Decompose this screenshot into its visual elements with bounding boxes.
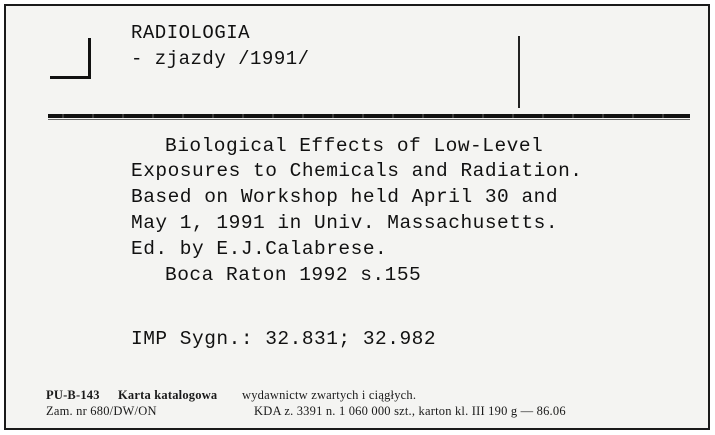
subject-heading: RADIOLOGIA	[131, 22, 251, 44]
horizontal-rule	[48, 114, 690, 118]
catalog-card	[4, 4, 710, 430]
form-title	[118, 388, 217, 403]
entry-line-2: Exposures to Chemicals and Radiation.	[131, 160, 583, 182]
entry-line-4: May 1, 1991 in Univ. Massachusetts.	[131, 212, 559, 234]
print-info: KDA z. 3391 n. 1 060 000 szt., karton kl. III 190 g — 86.06	[254, 404, 566, 418]
entry-line-5: Ed. by E.J.Calabrese.	[131, 238, 388, 260]
form-description: wydawnictw zwartych i ciągłych.	[242, 388, 417, 402]
order-number: Zam. nr 680/DW/ON	[46, 404, 157, 418]
call-number: IMP Sygn.: 32.831; 32.982	[131, 328, 437, 350]
entry-line-3: Based on Workshop held April 30 and	[131, 186, 559, 208]
entry-line-6: Boca Raton 1992 s.155	[165, 264, 422, 286]
form-code	[46, 388, 100, 403]
subject-subdivision: - zjazdy /1991/	[131, 48, 310, 70]
form-code-label: PU-B-143	[46, 388, 100, 402]
horizontal-rule-shadow	[48, 119, 690, 120]
entry-line-1: Biological Effects of Low-Level	[165, 135, 544, 157]
vertical-rule	[518, 36, 520, 108]
corner-bracket-vertical	[88, 38, 91, 78]
corner-bracket-horizontal	[50, 76, 91, 79]
form-title-label: Karta katalogowa	[118, 388, 218, 402]
